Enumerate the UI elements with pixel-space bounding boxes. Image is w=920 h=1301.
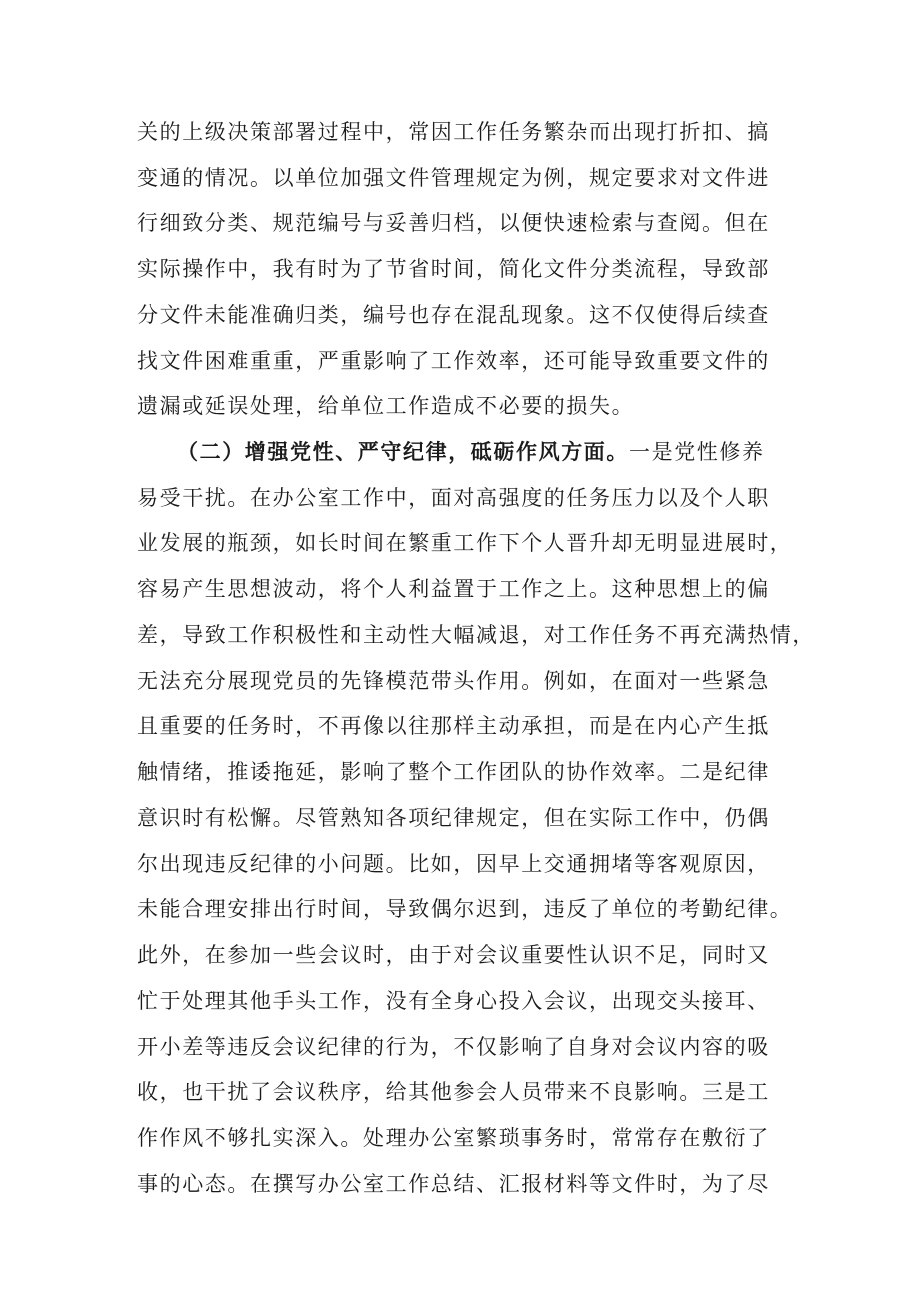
text-span: 事的心态。在撰写办公室工作总结、汇报材料等文件时，为了尽 [137,1172,770,1196]
text-span: 行细致分类、规范编号与妥善归档，以便快速检索与查阅。但在 [137,211,770,235]
text-span: 一是党性修养 [629,440,765,464]
text-line [137,941,770,969]
text-line [137,529,792,557]
text-span: 收，也干扰了会议秩序，给其他参会人员带来不良影响。三是工 [137,1080,770,1104]
text-span: 实际操作中，我有时为了节省时间，简化文件分类流程，导致部 [137,257,770,281]
text-line [137,484,770,512]
text-line [137,301,770,329]
text-span: 忙于处理其他手头工作，没有全身心投入会议，出现交头接耳、 [137,989,770,1013]
text-line [137,255,770,283]
text-span: 容易产生思想波动，将个人利益置于工作之上。这种思想上的偏 [137,577,770,601]
text-line [137,1078,770,1106]
text-span: 分文件未能准确归类，编号也存在混乱现象。这不仅使得后续查 [137,303,770,327]
text-line [137,1170,770,1198]
text-span: 开小差等违反会议纪律的行为，不仅影响了自身对会议内容的吸 [137,1035,770,1059]
text-line [137,209,770,237]
text-span: 无法充分展现党员的先锋模范带头作用。例如，在面对一些紧急 [137,669,770,693]
text-span: 未能合理安排出行时间，导致偶尔迟到，违反了单位的考勤纪律。 [137,897,793,921]
text-span: 关的上级决策部署过程中，常因工作任务繁杂而出现打折扣、搞 [137,120,770,144]
text-line [137,621,815,649]
text-span: 差，导致工作积极性和主动性大幅减退，对工作任务不再充满热情， [137,623,815,647]
text-span: 易受干扰。在办公室工作中，面对高强度的任务压力以及个人职 [137,486,770,510]
text-span: 此外，在参加一些会议时，由于对会议重要性认识不足，同时又 [137,943,770,967]
text-span: 触情绪，推诿拖延，影响了整个工作团队的协作效率。二是纪律 [137,760,770,784]
text-span: 遗漏或延误处理，给单位工作造成不必要的损失。 [137,394,635,418]
section-heading-line [177,438,765,466]
text-span: 尔出现违反纪律的小问题。比如，因早上交通拥堵等客观原因， [137,852,770,876]
text-line [137,118,770,146]
text-span: 找文件困难重重，严重影响了工作效率，还可能导致重要文件的 [137,349,770,373]
text-span: 业发展的瓶颈，如长时间在繁重工作下个人晋升却无明显进展时， [137,531,793,555]
text-line [137,987,770,1015]
text-line [137,758,770,786]
text-line [137,1124,770,1152]
text-span: 作作风不够扎实深入。处理办公室繁琐事务时，常常存在敷衍了 [137,1126,770,1150]
text-line [137,667,770,695]
text-span: 变通的情况。以单位加强文件管理规定为例，规定要求对文件进 [137,166,770,190]
section-heading: （二）增强党性、严守纪律，砥砺作风方面。 [177,439,629,464]
text-line [137,575,770,603]
text-line [137,392,634,420]
text-line [137,164,770,192]
text-line [137,850,770,878]
text-line [137,347,770,375]
text-span: 意识时有松懈。尽管熟知各项纪律规定，但在实际工作中，仍偶 [137,806,770,830]
text-line [137,895,792,923]
text-line [137,804,770,832]
text-line [137,712,770,740]
text-span: 且重要的任务时，不再像以往那样主动承担，而是在内心产生抵 [137,714,770,738]
text-line [137,1033,770,1061]
